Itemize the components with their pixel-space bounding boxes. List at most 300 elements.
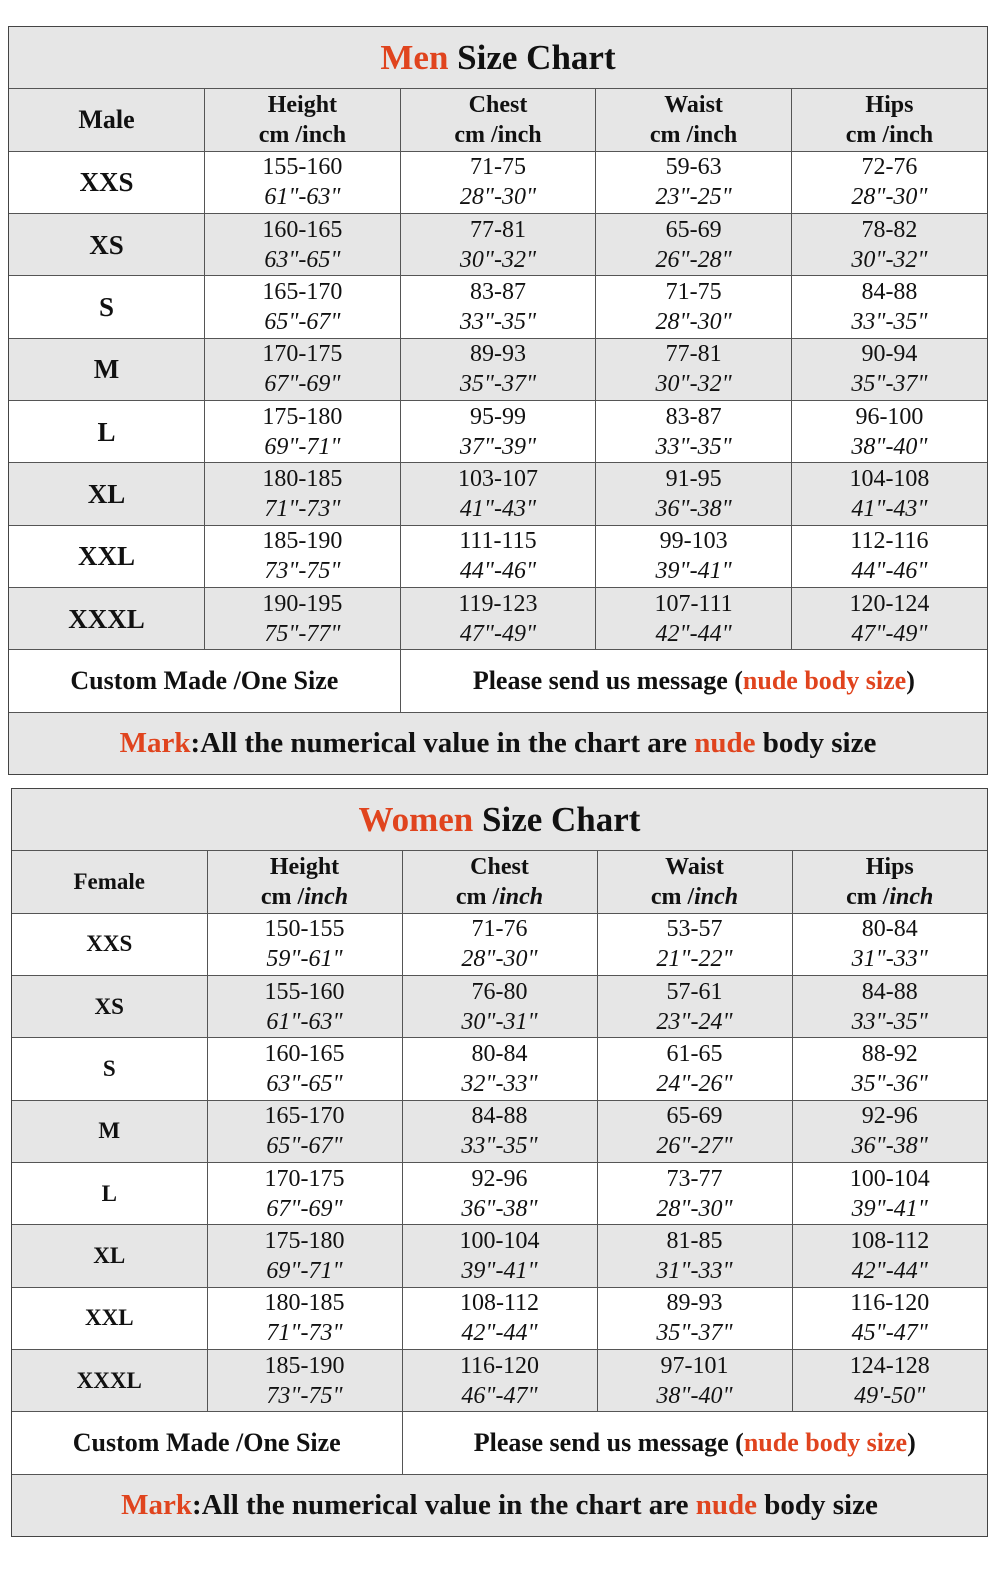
men-custom-message	[400, 650, 987, 712]
chest-inch-value: 44"-46"	[459, 558, 537, 585]
waist-cm-value: 81-85	[666, 1227, 723, 1254]
chest-cell	[400, 525, 596, 587]
chest-cm-value: 103-107	[457, 465, 538, 492]
height-cell	[205, 400, 401, 462]
unit-cm: cm /	[846, 883, 890, 910]
height-inch-value: 65"-67"	[264, 308, 341, 335]
col-name: Hips	[865, 91, 914, 118]
men-custom-row	[9, 650, 987, 712]
waist-inch-value: 23"-25"	[655, 184, 732, 211]
men-custom-label: Custom Made /One Size	[9, 650, 400, 712]
waist-inch-value: 38"-40"	[656, 1382, 733, 1409]
chest-inch-value: 37"-39"	[459, 433, 537, 460]
hips-cell	[792, 913, 987, 975]
waist-inch-value: 30"-32"	[655, 371, 732, 398]
waist-cm-value: 73-77	[666, 1165, 723, 1192]
chest-cell	[400, 276, 596, 338]
hips-cell	[792, 1038, 987, 1100]
height-cell	[207, 1349, 402, 1411]
waist-cell	[596, 463, 792, 525]
height-inch-value: 71"-73"	[266, 1320, 343, 1347]
custom-msg-close: )	[907, 1427, 916, 1457]
men-size-table	[9, 27, 987, 774]
size-label: XXXL	[9, 587, 205, 649]
mark-text-end: body size	[756, 1488, 878, 1521]
hips-inch-value: 35"-36"	[851, 1070, 928, 1097]
chest-cell	[400, 463, 596, 525]
women-title-row	[12, 789, 987, 851]
women-col-header	[402, 851, 597, 913]
size-row	[9, 338, 987, 400]
height-cell	[207, 913, 402, 975]
men-title-row	[9, 27, 987, 89]
chest-cm-value: 83-87	[469, 278, 526, 305]
hips-cm-value: 104-108	[849, 465, 930, 492]
chest-cm-value: 100-104	[459, 1227, 540, 1254]
height-inch-value: 67"-69"	[266, 1195, 343, 1222]
waist-cm-value: 83-87	[665, 403, 722, 430]
unit-cm: cm /	[454, 121, 498, 148]
size-label: XXL	[12, 1287, 207, 1349]
waist-cell	[597, 975, 792, 1037]
height-cell	[205, 213, 401, 275]
hips-cell	[792, 1162, 987, 1224]
chest-cm-value: 92-96	[471, 1165, 528, 1192]
men-col-header	[596, 89, 792, 151]
hips-inch-value: 44"-46"	[851, 558, 928, 585]
waist-cm-value: 107-111	[654, 590, 733, 617]
chest-cell	[400, 338, 596, 400]
height-cm-value: 180-185	[264, 1290, 345, 1317]
chest-cm-value: 116-120	[459, 1352, 540, 1379]
size-label: XXS	[12, 913, 207, 975]
size-row	[9, 151, 987, 213]
size-label: XXL	[9, 525, 205, 587]
height-cell	[205, 525, 401, 587]
chest-inch-value: 41"-43"	[459, 495, 537, 522]
height-cm-value: 190-195	[262, 590, 343, 617]
height-cell	[205, 587, 401, 649]
height-cell	[207, 1100, 402, 1162]
chest-inch-value: 46"-47"	[461, 1382, 538, 1409]
height-cm-value: 160-165	[262, 216, 343, 243]
hips-cm-value: 108-112	[850, 1227, 930, 1254]
hips-cell	[791, 463, 987, 525]
hips-cell	[792, 1225, 987, 1287]
waist-cell	[597, 1349, 792, 1411]
chest-inch-value: 36"-38"	[461, 1195, 538, 1222]
hips-inch-value: 33"-35"	[851, 308, 928, 335]
hips-cell	[792, 1100, 987, 1162]
waist-cm-value: 97-101	[660, 1352, 729, 1379]
chest-inch-value: 32"-33"	[461, 1070, 538, 1097]
col-name: Height	[267, 91, 338, 118]
unit-inch: inch	[302, 121, 347, 148]
waist-inch-value: 33"-35"	[655, 433, 732, 460]
hips-cm-value: 78-82	[861, 216, 918, 243]
unit-cm: cm /	[845, 121, 890, 148]
chest-cell	[402, 913, 597, 975]
chest-cm-value: 108-112	[459, 1290, 540, 1317]
chest-cell	[402, 1162, 597, 1224]
size-label: XL	[12, 1225, 207, 1287]
unit-inch: inch	[497, 121, 542, 148]
women-title-rest: Size Chart	[482, 799, 641, 839]
height-cm-value: 185-190	[262, 528, 343, 555]
unit-cm: cm /	[455, 883, 500, 910]
chest-inch-value: 28"-30"	[459, 184, 537, 211]
women-header-row	[12, 851, 987, 913]
men-mark-row	[9, 712, 987, 774]
women-chart-title	[12, 789, 987, 851]
hips-inch-value: 35"-37"	[851, 371, 928, 398]
size-label: M	[9, 338, 205, 400]
mark-text-end: body size	[755, 726, 877, 759]
size-row	[12, 1287, 987, 1349]
size-row	[12, 913, 987, 975]
unit-cm: cm /	[260, 883, 305, 910]
size-label: M	[12, 1100, 207, 1162]
waist-cell	[597, 1100, 792, 1162]
col-unit	[401, 120, 596, 150]
height-inch-value: 69"-71"	[266, 1257, 343, 1284]
col-name: Chest	[468, 91, 528, 118]
waist-inch-value: 39"-41"	[655, 558, 732, 585]
custom-msg-text: Please send us message (	[472, 665, 743, 695]
unit-inch: inch	[499, 883, 544, 910]
hips-cell	[791, 338, 987, 400]
hips-cm-value: 84-88	[861, 278, 918, 305]
height-cm-value: 165-170	[262, 278, 343, 305]
height-inch-value: 75"-77"	[264, 620, 341, 647]
women-col-header	[792, 851, 987, 913]
hips-cell	[791, 276, 987, 338]
height-inch-value: 61"-63"	[264, 184, 341, 211]
chest-cm-value: 111-115	[459, 528, 537, 555]
chest-inch-value: 35"-37"	[459, 371, 537, 398]
custom-msg-close: )	[906, 665, 915, 695]
women-mark-row	[12, 1474, 987, 1536]
women-mark-note	[12, 1474, 987, 1536]
waist-cell	[597, 913, 792, 975]
waist-cell	[596, 276, 792, 338]
size-row	[12, 1100, 987, 1162]
size-row	[9, 276, 987, 338]
size-label: XXS	[9, 151, 205, 213]
hips-cell	[791, 587, 987, 649]
unit-cm: cm /	[649, 121, 694, 148]
height-inch-value: 65"-67"	[266, 1133, 343, 1160]
chest-cell	[400, 587, 596, 649]
men-mark-note	[9, 712, 987, 774]
unit-inch: inch	[889, 883, 934, 910]
chest-cell	[402, 1349, 597, 1411]
col-unit	[208, 882, 402, 912]
size-label: S	[12, 1038, 207, 1100]
height-inch-value: 71"-73"	[264, 495, 341, 522]
height-cm-value: 170-175	[262, 341, 343, 368]
waist-inch-value: 36"-38"	[655, 495, 732, 522]
waist-cm-value: 77-81	[665, 341, 722, 368]
custom-msg-text: Please send us message (	[473, 1427, 744, 1457]
height-inch-value: 63"-65"	[266, 1070, 343, 1097]
size-row	[9, 400, 987, 462]
waist-cm-value: 91-95	[665, 465, 722, 492]
waist-inch-value: 35"-37"	[656, 1320, 733, 1347]
waist-cell	[597, 1038, 792, 1100]
col-unit	[403, 882, 597, 912]
men-chart-title	[9, 27, 987, 89]
men-gender-label: Male	[9, 89, 205, 151]
chest-inch-value: 30"-31"	[461, 1008, 538, 1035]
size-label: XS	[12, 975, 207, 1037]
col-name: Height	[269, 853, 340, 880]
unit-inch: inch	[694, 883, 739, 910]
hips-inch-value: 36"-38"	[851, 1133, 928, 1160]
waist-cell	[597, 1225, 792, 1287]
mark-accent: nude	[694, 726, 756, 759]
chest-cm-value: 71-75	[469, 154, 526, 181]
size-row	[12, 1162, 987, 1224]
size-label: XS	[9, 213, 205, 275]
waist-inch-value: 24"-26"	[656, 1070, 733, 1097]
height-cell	[205, 463, 401, 525]
hips-inch-value: 47"-49"	[851, 620, 928, 647]
custom-msg-accent: nude body size	[742, 665, 907, 695]
chest-inch-value: 47"-49"	[459, 620, 537, 647]
height-cm-value: 180-185	[262, 465, 343, 492]
men-col-header	[791, 89, 987, 151]
women-size-table	[12, 789, 987, 1536]
size-row	[12, 1038, 987, 1100]
hips-cm-value: 90-94	[861, 341, 918, 368]
men-col-header	[205, 89, 401, 151]
hips-inch-value: 31"-33"	[851, 946, 928, 973]
size-row	[9, 213, 987, 275]
women-col-header	[207, 851, 402, 913]
size-row	[12, 1225, 987, 1287]
height-inch-value: 59"-61"	[266, 946, 343, 973]
men-header-row	[9, 89, 987, 151]
waist-cm-value: 61-65	[666, 1040, 723, 1067]
women-size-rows	[12, 913, 987, 1412]
height-cm-value: 165-170	[264, 1103, 345, 1130]
waist-inch-value: 21"-22"	[656, 946, 733, 973]
height-inch-value: 73"-75"	[266, 1382, 343, 1409]
hips-cm-value: 80-84	[861, 916, 918, 943]
waist-cell	[596, 213, 792, 275]
chest-cell	[402, 1287, 597, 1349]
hips-cm-value: 100-104	[849, 1165, 930, 1192]
height-cell	[205, 151, 401, 213]
women-title-accent: Women	[358, 799, 474, 839]
chest-cell	[402, 1100, 597, 1162]
waist-cell	[597, 1162, 792, 1224]
men-col-header	[400, 89, 596, 151]
hips-inch-value: 30"-32"	[851, 246, 928, 273]
waist-cell	[596, 400, 792, 462]
custom-msg-accent: nude body size	[743, 1427, 908, 1457]
col-name: Chest	[470, 853, 529, 880]
height-cell	[207, 1162, 402, 1224]
waist-cm-value: 65-69	[666, 1103, 723, 1130]
chest-cm-value: 89-93	[469, 341, 526, 368]
waist-cm-value: 89-93	[666, 1290, 723, 1317]
mark-text: :All the numerical value in the chart are	[192, 1488, 696, 1521]
col-unit	[205, 120, 400, 150]
height-cell	[207, 1225, 402, 1287]
height-cell	[207, 975, 402, 1037]
chest-cm-value: 77-81	[469, 216, 526, 243]
hips-cell	[792, 975, 987, 1037]
size-label: S	[9, 276, 205, 338]
waist-inch-value: 23"-24"	[656, 1008, 733, 1035]
waist-inch-value: 28"-30"	[655, 308, 732, 335]
hips-inch-value: 49'-50"	[854, 1382, 926, 1409]
chest-inch-value: 28"-30"	[461, 946, 538, 973]
height-cm-value: 155-160	[262, 154, 343, 181]
hips-cm-value: 112-116	[850, 528, 929, 555]
hips-cm-value: 92-96	[861, 1103, 918, 1130]
hips-cell	[791, 151, 987, 213]
col-unit	[792, 120, 987, 150]
height-inch-value: 63"-65"	[264, 246, 341, 273]
hips-inch-value: 28"-30"	[851, 184, 928, 211]
hips-cm-value: 116-120	[850, 1290, 930, 1317]
hips-cm-value: 96-100	[855, 403, 924, 430]
chest-cm-value: 71-76	[471, 916, 528, 943]
waist-cell	[596, 525, 792, 587]
men-title-rest: Size Chart	[457, 37, 616, 77]
men-title-accent: Men	[380, 37, 449, 77]
mark-text: :All the numerical value in the chart are	[190, 726, 695, 759]
height-cell	[207, 1287, 402, 1349]
height-inch-value: 61"-63"	[266, 1008, 343, 1035]
women-custom-label: Custom Made /One Size	[12, 1412, 402, 1474]
waist-inch-value: 42"-44"	[655, 620, 732, 647]
hips-inch-value: 42"-44"	[851, 1257, 928, 1284]
unit-cm: cm /	[258, 121, 303, 148]
height-cell	[205, 276, 401, 338]
women-size-chart	[11, 788, 988, 1537]
waist-inch-value: 26"-27"	[656, 1133, 733, 1160]
hips-cell	[791, 213, 987, 275]
size-label: L	[9, 400, 205, 462]
height-inch-value: 67"-69"	[264, 371, 341, 398]
waist-cell	[596, 151, 792, 213]
col-unit	[793, 882, 988, 912]
hips-cm-value: 124-128	[849, 1352, 930, 1379]
size-row	[9, 525, 987, 587]
unit-inch: inch	[304, 883, 349, 910]
chest-inch-value: 33"-35"	[461, 1133, 538, 1160]
hips-cm-value: 120-124	[849, 590, 930, 617]
waist-cell	[597, 1287, 792, 1349]
height-inch-value: 69"-71"	[264, 433, 341, 460]
mark-label: Mark	[119, 726, 191, 759]
height-cm-value: 160-165	[264, 1040, 345, 1067]
height-cm-value: 175-180	[262, 403, 343, 430]
chest-cell	[400, 400, 596, 462]
waist-inch-value: 31"-33"	[656, 1257, 733, 1284]
height-cm-value: 155-160	[264, 978, 345, 1005]
waist-cell	[596, 338, 792, 400]
chest-cell	[402, 975, 597, 1037]
hips-cm-value: 84-88	[861, 978, 918, 1005]
chest-cm-value: 84-88	[471, 1103, 528, 1130]
waist-cm-value: 57-61	[666, 978, 723, 1005]
size-row	[12, 1349, 987, 1411]
hips-cm-value: 88-92	[861, 1040, 918, 1067]
height-cm-value: 170-175	[264, 1165, 345, 1192]
unit-inch: inch	[889, 121, 934, 148]
waist-cell	[596, 587, 792, 649]
height-cell	[207, 1038, 402, 1100]
men-size-chart	[8, 26, 988, 775]
hips-cell	[791, 525, 987, 587]
waist-inch-value: 26"-28"	[655, 246, 732, 273]
hips-inch-value: 33"-35"	[851, 1008, 928, 1035]
women-col-header	[597, 851, 792, 913]
chest-cm-value: 119-123	[458, 590, 538, 617]
chest-cm-value: 95-99	[469, 403, 526, 430]
women-custom-row	[12, 1412, 987, 1474]
chest-inch-value: 42"-44"	[461, 1320, 538, 1347]
size-row	[9, 587, 987, 649]
waist-cm-value: 99-103	[659, 528, 728, 555]
col-unit	[598, 882, 792, 912]
waist-cm-value: 65-69	[665, 216, 722, 243]
waist-cm-value: 59-63	[665, 154, 722, 181]
size-label: XXXL	[12, 1349, 207, 1411]
hips-cell	[792, 1287, 987, 1349]
hips-inch-value: 41"-43"	[851, 495, 928, 522]
mark-label: Mark	[121, 1488, 193, 1521]
women-gender-label: Female	[12, 851, 207, 913]
height-cm-value: 185-190	[264, 1352, 345, 1379]
hips-inch-value: 45"-47"	[851, 1320, 928, 1347]
chest-inch-value: 30"-32"	[459, 246, 537, 273]
chest-cell	[402, 1225, 597, 1287]
chest-inch-value: 33"-35"	[459, 308, 537, 335]
men-size-rows	[9, 151, 987, 650]
size-row	[9, 463, 987, 525]
hips-cell	[792, 1349, 987, 1411]
height-cell	[205, 338, 401, 400]
chest-cell	[402, 1038, 597, 1100]
hips-inch-value: 39"-41"	[851, 1195, 928, 1222]
waist-inch-value: 28"-30"	[656, 1195, 733, 1222]
hips-cm-value: 72-76	[861, 154, 918, 181]
col-name: Waist	[664, 91, 723, 118]
height-cm-value: 175-180	[264, 1227, 345, 1254]
col-name: Waist	[665, 853, 724, 880]
women-custom-message	[402, 1412, 987, 1474]
height-inch-value: 73"-75"	[264, 558, 341, 585]
col-unit	[596, 120, 791, 150]
chest-cell	[400, 213, 596, 275]
chest-inch-value: 39"-41"	[461, 1257, 538, 1284]
mark-accent: nude	[695, 1488, 757, 1521]
size-row	[12, 975, 987, 1037]
hips-cell	[791, 400, 987, 462]
hips-inch-value: 38"-40"	[851, 433, 928, 460]
size-label: XL	[9, 463, 205, 525]
chest-cm-value: 76-80	[471, 978, 528, 1005]
size-label: L	[12, 1162, 207, 1224]
waist-cm-value: 53-57	[666, 916, 723, 943]
chest-cell	[400, 151, 596, 213]
